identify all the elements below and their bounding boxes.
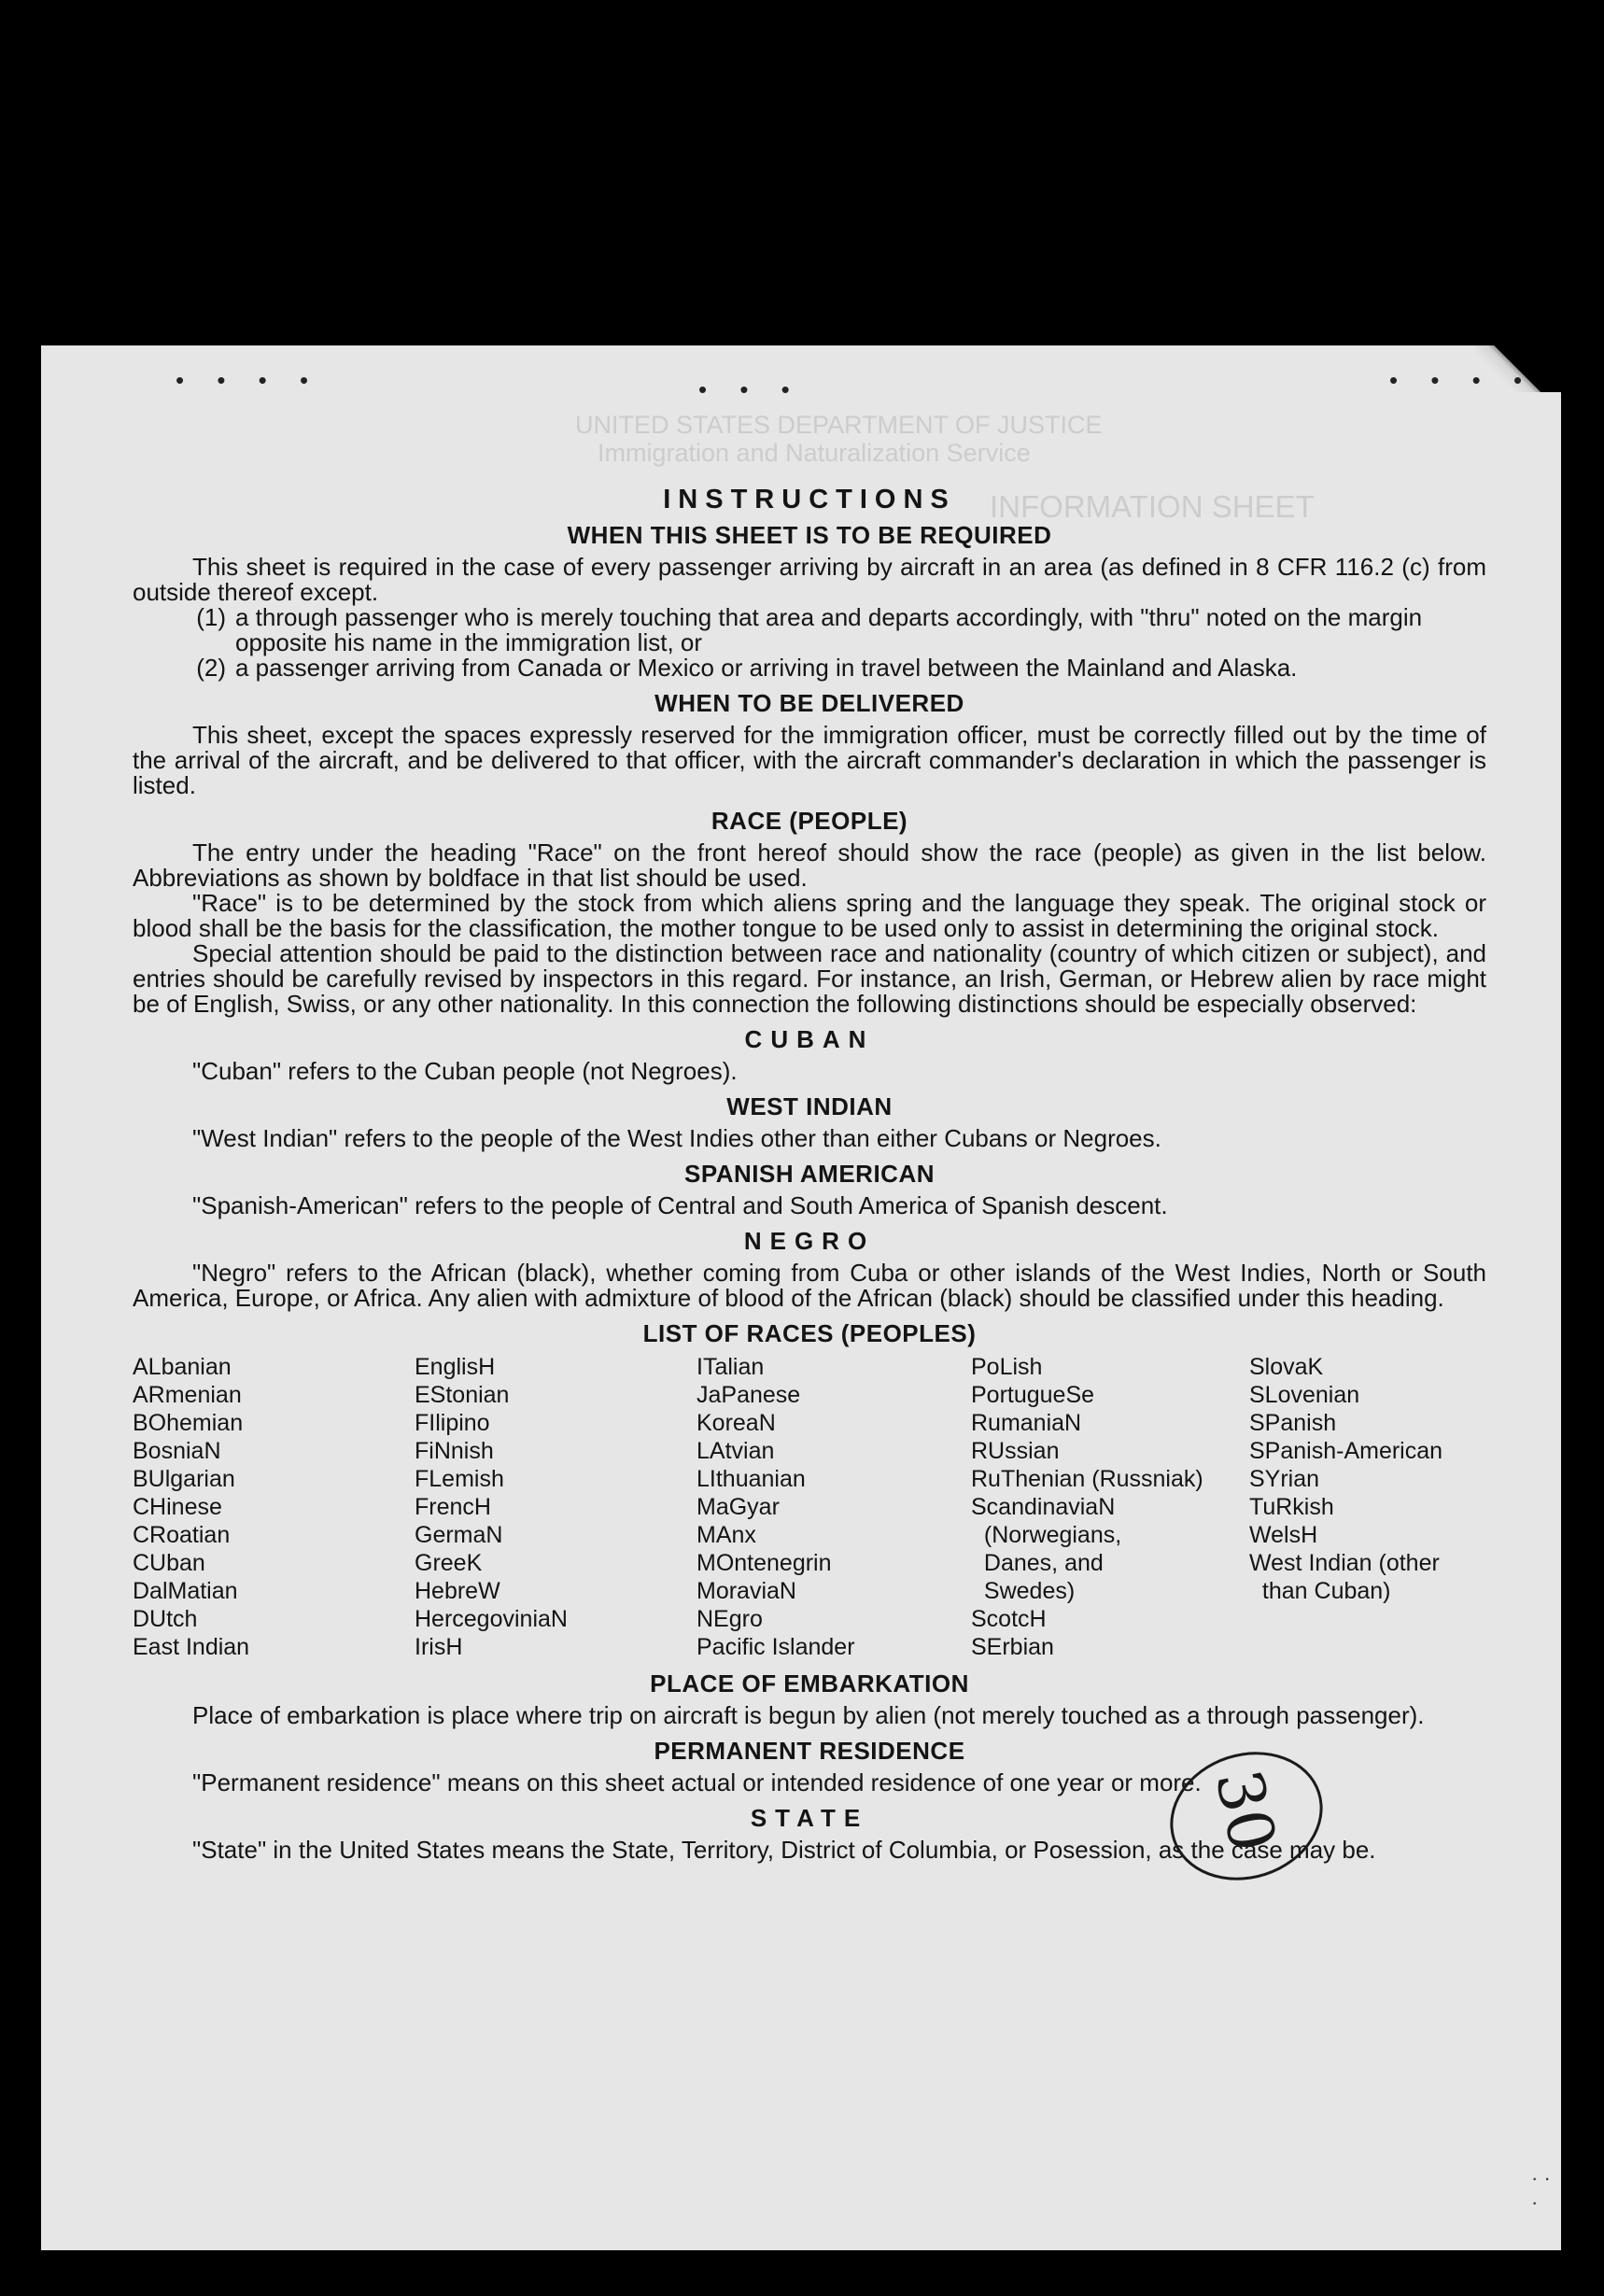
punch-marks-left: • • • •: [176, 366, 322, 394]
races-column-1: ALbanian ARmenian BOhemian BosniaN BUlgarian CHinese CRoatian CUban DalMatian DUtch East Indian: [133, 1354, 250, 1660]
race-paragraph-2: "Race" is to be determined by the stock from which aliens spring and the language they speak. The original stock or blood shall be the basis for the classification, the mother tongue to be used only to assist in determining the original stock.: [133, 889, 1486, 942]
instructions-body: [133, 478, 1486, 1863]
section-heading-state: STATE: [750, 1804, 869, 1832]
race-paragraph-3: Special attention should be paid to the distinction between race and nationality (country of which citizen or subject), and entries should be carefully revised by inspectors in this regard. For instance, an Irish, German, or Hebrew alien by race might be of English, Swiss, or any other nationality. In this connection the following distinctions should be especially observed:: [133, 939, 1486, 1018]
list-item: [133, 605, 1486, 655]
section-heading-embarkation: PLACE OF EMBARKATION: [650, 1669, 969, 1697]
section-heading-cuban: CUBAN: [744, 1025, 875, 1053]
races-column-4: PoLish PortugueSe RumaniaN RUssian RuThenian (Russniak) ScandinaviaN (Norwegians, Danes, and Swedes) ScotcH SErbian: [971, 1354, 1203, 1660]
section-heading-negro: NEGRO: [743, 1227, 876, 1255]
edge-specks: · · ·: [1531, 2166, 1551, 2214]
section-heading-required: WHEN THIS SHEET IS TO BE REQUIRED: [567, 521, 1052, 549]
item-number: (1): [196, 603, 226, 631]
section-heading-delivered: WHEN TO BE DELIVERED: [654, 689, 964, 717]
punch-marks-right: • • • •: [1389, 366, 1536, 394]
page-title: INSTRUCTIONS: [663, 485, 956, 514]
bleedthrough-line-1: UNITED STATES DEPARTMENT OF JUSTICE: [575, 411, 1103, 439]
spanish-american-text: "Spanish-American" refers to the people of Central and South America of Spanish descent.: [192, 1191, 1168, 1219]
races-column-3: ITalian JaPanese KoreaN LAtvian LIthuanian MaGyar MAnx MOntenegrin MoraviaN NEgro Pacific Islander: [696, 1354, 855, 1660]
delivered-text: This sheet, except the spaces expressly reserved for the immigration officer, must be correctly filled out by the time of the arrival of the aircraft, and be delivered to that officer, with the aircraft commander's declaration in which the passenger is listed.: [133, 721, 1486, 799]
west-indian-text: "West Indian" refers to the people of the West Indies other than either Cubans or Negroes.: [192, 1124, 1161, 1152]
punch-marks-center: • • •: [698, 375, 803, 403]
item-number: (2): [196, 654, 226, 682]
required-intro: This sheet is required in the case of every passenger arriving by aircraft in an area (as defined in 8 CFR 116.2 (c) from outside thereof except.: [133, 553, 1486, 606]
bleedthrough-line-3: INFORMATION SHEET: [990, 489, 1315, 524]
handwritten-number: 30: [1200, 1763, 1289, 1859]
item-text: a through passenger who is merely touching that area and departs accordingly, with "thru" noted on the margin opposite his name in the immigration list, or: [235, 603, 1423, 656]
item-text: a passenger arriving from Canada or Mexico or arriving in travel between the Mainland and Alaska.: [235, 654, 1298, 682]
bleedthrough-line-2: Immigration and Naturalization Service: [598, 439, 1031, 467]
section-heading-list-of-races: LIST OF RACES (PEOPLES): [642, 1319, 977, 1347]
cuban-text: "Cuban" refers to the Cuban people (not Negroes).: [192, 1057, 738, 1085]
races-column-5: SlovaK SLovenian SPanish SPanish-American SYrian TuRkish WelsH West Indian (other than Cuban): [1249, 1354, 1443, 1604]
list-item: [133, 655, 1486, 681]
section-heading-west-indian: WEST INDIAN: [726, 1092, 893, 1120]
races-list: [133, 1353, 1486, 1661]
race-paragraph-1: The entry under the heading "Race" on the front hereof should show the race (people) as given in the list below. Abbreviations as shown by boldface in that list should be used.: [133, 838, 1486, 892]
section-heading-spanish-american: SPANISH AMERICAN: [683, 1160, 935, 1188]
state-text: "State" in the United States means the State, Territory, District of Columbia, or Posession, as the case may be.: [192, 1836, 1376, 1864]
section-heading-race: RACE (PEOPLE): [711, 807, 908, 835]
section-heading-residence: PERMANENT RESIDENCE: [654, 1737, 965, 1765]
residence-text: "Permanent residence" means on this sheet actual or intended residence of one year or more.: [192, 1768, 1202, 1796]
races-column-2: EnglisH EStonian FIlipino FiNnish FLemish FrencH GermaN GreeK HebreW HercegoviniaN IrisH: [415, 1354, 568, 1660]
embarkation-text: Place of embarkation is place where trip on aircraft is begun by alien (not merely touched as a through passenger).: [192, 1701, 1425, 1729]
negro-text: "Negro" refers to the African (black), whether coming from Cuba or other islands of the West Indies, North or South America, Europe, or Africa. Any alien with admixture of blood of the African (black) should be classified under this heading.: [133, 1259, 1486, 1312]
